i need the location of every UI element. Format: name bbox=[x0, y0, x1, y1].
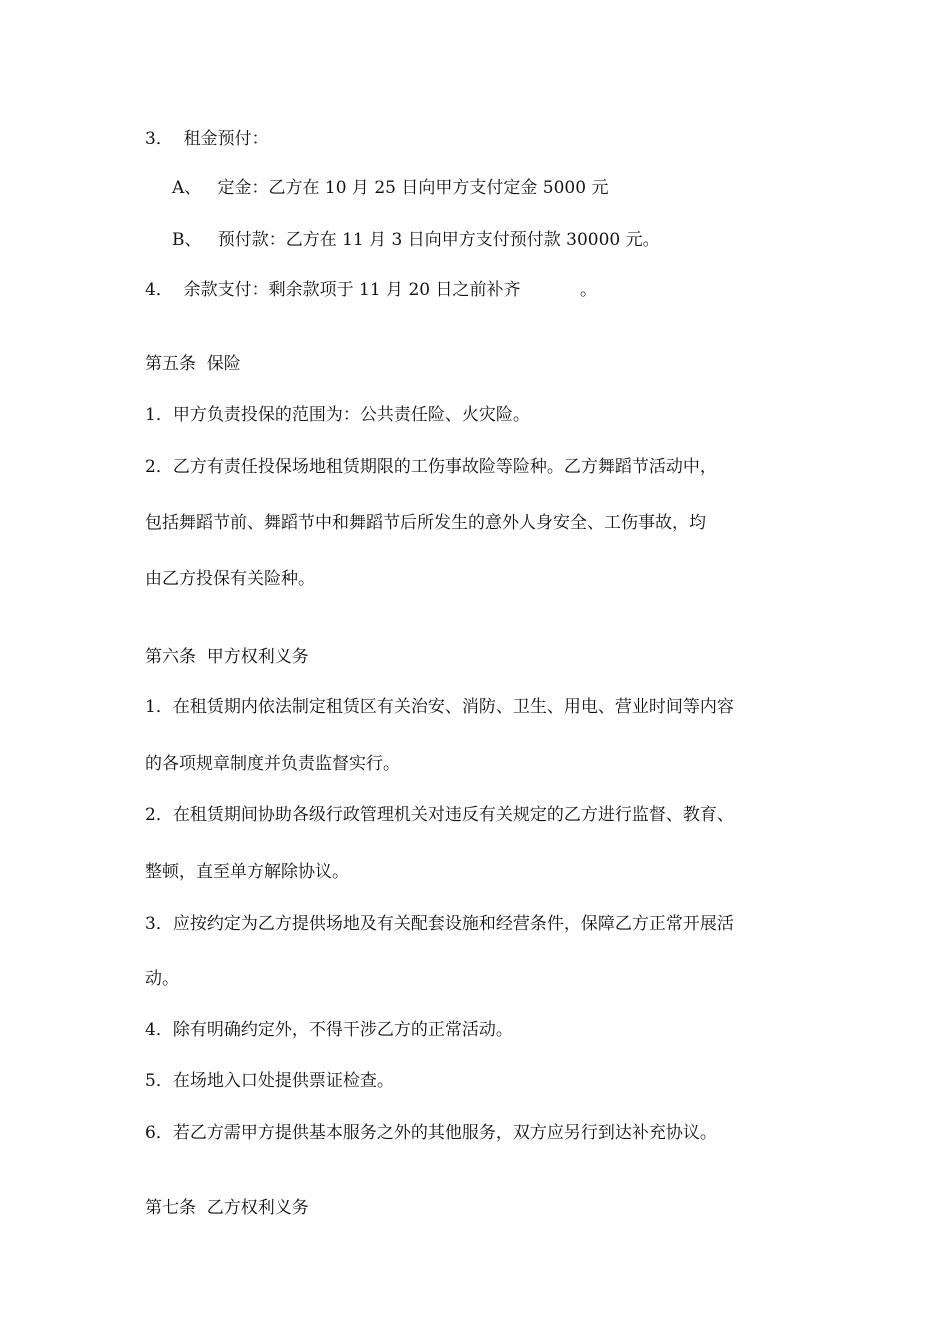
article-5-item-2-cont: 由乙方投保有关险种。 bbox=[145, 569, 315, 589]
item-b-advance-payment: B、 预付款：乙方在 11 月 3 日向甲方支付预付款 30000 元。 bbox=[172, 230, 660, 250]
article-6-item-1-cont: 的各项规章制度并负责监督实行。 bbox=[145, 754, 400, 774]
article-5-item-2-cont: 包括舞蹈节前、舞蹈节中和舞蹈节后所发生的意外人身安全、工伤事故，均 bbox=[145, 513, 706, 533]
article-6-heading: 第六条 甲方权利义务 bbox=[145, 647, 309, 667]
item-a-deposit: A、 定金：乙方在 10 月 25 日向甲方支付定金 5000 元 bbox=[172, 178, 609, 198]
article-6-item-3-cont: 动。 bbox=[145, 969, 179, 989]
article-5-heading: 第五条 保险 bbox=[145, 354, 241, 374]
article-6-item-3: 3．应按约定为乙方提供场地及有关配套设施和经营条件，保障乙方正常开展活 bbox=[145, 914, 734, 934]
clause-3-prepayment: 3． 租金预付： bbox=[145, 129, 269, 149]
article-6-item-5: 5．在场地入口处提供票证检查。 bbox=[145, 1071, 394, 1091]
article-6-item-2: 2．在租赁期间协助各级行政管理机关对违反有关规定的乙方进行监督、教育、 bbox=[145, 805, 734, 825]
article-6-item-2-cont: 整顿，直至单方解除协议。 bbox=[145, 862, 349, 882]
article-5-item-1: 1．甲方负责投保的范围为：公共责任险、火灾险。 bbox=[145, 405, 530, 425]
clause-4-balance: 4． 余款支付：剩余款项于 11 月 20 日之前补齐 。 bbox=[145, 280, 597, 300]
article-6-item-4: 4．除有明确约定外，不得干涉乙方的正常活动。 bbox=[145, 1020, 513, 1040]
article-5-item-2: 2．乙方有责任投保场地租赁期限的工伤事故险等险种。乙方舞蹈节活动中， bbox=[145, 457, 717, 477]
article-6-item-6: 6．若乙方需甲方提供基本服务之外的其他服务，双方应另行到达补充协议。 bbox=[145, 1123, 717, 1143]
article-7-heading: 第七条 乙方权利义务 bbox=[145, 1198, 309, 1218]
article-6-item-1: 1．在租赁期内依法制定租赁区有关治安、消防、卫生、用电、营业时间等内容 bbox=[145, 697, 734, 717]
